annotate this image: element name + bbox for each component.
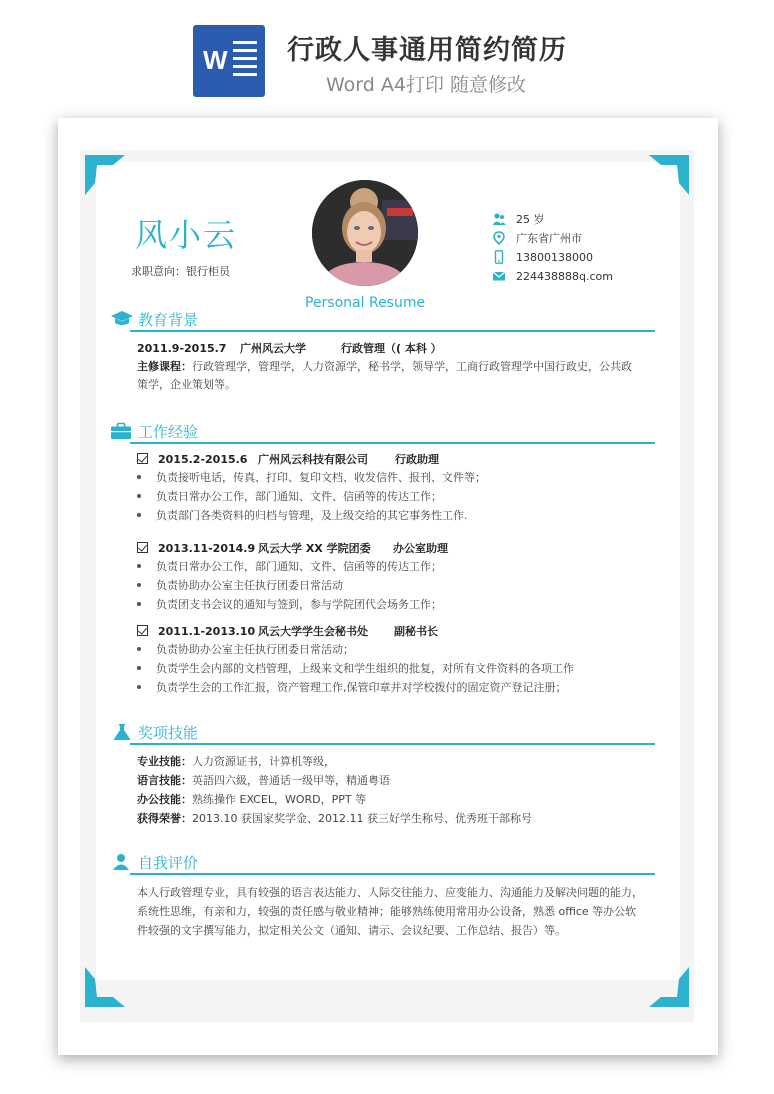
job-duty-text: 负责部门各类资料的归档与管理，及上级交给的其它事务性工作. bbox=[156, 509, 468, 522]
mail-icon bbox=[492, 269, 506, 283]
graduation-cap-icon bbox=[110, 310, 134, 328]
corner-decoration-bottom-left bbox=[85, 967, 125, 1007]
job-company: 广州风云科技有限公司 bbox=[258, 453, 368, 466]
job-role: 行政助理 bbox=[395, 453, 439, 466]
skill-item bbox=[137, 810, 532, 828]
job-period: 2011.1-2013.10 bbox=[158, 625, 256, 638]
job-intent: 求职意向：银行柜员 bbox=[131, 265, 230, 278]
contact-email-text: 224438888q.com bbox=[516, 270, 613, 283]
checkbox-icon bbox=[137, 542, 148, 553]
section-education-title: 教育背景 bbox=[138, 311, 199, 329]
users-icon bbox=[492, 212, 506, 226]
job-duty bbox=[137, 596, 442, 614]
job-duty bbox=[137, 558, 442, 576]
contact-phone bbox=[492, 250, 593, 266]
contact-email bbox=[492, 269, 613, 285]
job-duty bbox=[137, 469, 486, 487]
self-eval-line: 件较强的文字撰写能力，拟定相关公文（通知、请示、会议纪要、工作总结、报告）等。 bbox=[137, 924, 566, 937]
education-school: 广州风云大学 bbox=[240, 342, 306, 355]
job-header bbox=[137, 623, 438, 641]
section-work-title: 工作经验 bbox=[138, 423, 199, 441]
skill-label: 办公技能： bbox=[137, 793, 192, 806]
job-duty-text: 负责日常办公工作，部门通知、文件、信函等的传达工作； bbox=[156, 490, 442, 503]
contact-age bbox=[492, 212, 545, 228]
profile-photo bbox=[312, 180, 418, 286]
job-role: 副秘书长 bbox=[394, 625, 438, 638]
job-duty-text: 负责团支书会议的通知与签到，参与学院团代会场务工作； bbox=[156, 598, 442, 611]
job-duty-text: 负责协助办公室主任执行团委日常活动 bbox=[156, 579, 343, 592]
job-duty-text: 负责学生会的工作汇报，资产管理工作,保管印章并对学校拨付的固定资产登记注册； bbox=[156, 681, 567, 694]
education-courses-text: 行政管理学，管理学，人力资源学，秘书学，领导学，工商行政管理学中国行政史，公共政策学，企业策划等。 bbox=[137, 360, 632, 391]
checkbox-icon bbox=[137, 625, 148, 636]
user-icon bbox=[110, 853, 134, 871]
job-duty bbox=[137, 641, 354, 659]
job-period: 2013.11-2014.9 bbox=[158, 542, 256, 555]
skill-label: 专业技能： bbox=[137, 755, 192, 768]
education-entry bbox=[137, 340, 442, 358]
section-work bbox=[110, 420, 655, 444]
job-duty bbox=[137, 577, 343, 595]
location-pin-icon bbox=[492, 231, 506, 245]
job-header bbox=[137, 451, 439, 469]
job-company: 风云大学学生会秘书处 bbox=[258, 625, 368, 638]
english-title: Personal Resume bbox=[305, 295, 426, 311]
corner-decoration-top-right bbox=[649, 155, 689, 195]
contact-location-text: 广东省广州市 bbox=[516, 232, 582, 245]
flask-icon bbox=[110, 723, 134, 741]
contact-phone-text: 13800138000 bbox=[516, 251, 593, 264]
job-company: 风云大学 XX 学院团委 bbox=[258, 542, 371, 555]
job-duty bbox=[137, 507, 468, 525]
education-major: 行政管理（( 本科 ） bbox=[341, 342, 442, 355]
job-role: 办公室助理 bbox=[393, 542, 448, 555]
self-eval-line: 本人行政管理专业，具有较强的语言表达能力、人际交往能力、应变能力、沟通能力及解决问题的能力， bbox=[137, 886, 643, 899]
skill-item bbox=[137, 791, 366, 809]
section-self-eval bbox=[110, 851, 655, 875]
checkbox-icon bbox=[137, 453, 148, 464]
section-education bbox=[110, 308, 655, 332]
skill-text: 2013.10 获国家奖学金、2012.11 获三好学生称号、优秀班干部称号 bbox=[192, 812, 532, 825]
briefcase-icon bbox=[110, 422, 134, 440]
contact-location bbox=[492, 231, 582, 247]
skill-text: 英語四六級，普通话一级甲等，精通粤语 bbox=[192, 774, 390, 787]
page-header bbox=[0, 0, 774, 110]
job-period: 2015.2-2015.6 bbox=[158, 453, 248, 466]
phone-icon bbox=[492, 250, 506, 264]
section-self-eval-title: 自我评价 bbox=[138, 854, 199, 872]
job-duty-text: 负责日常办公工作，部门通知、文件、信函等的传达工作； bbox=[156, 560, 442, 573]
education-courses bbox=[137, 358, 637, 394]
header-title: 行政人事通用简约简历 bbox=[287, 35, 567, 66]
job-duty-text: 负责协助办公室主任执行团委日常活动； bbox=[156, 643, 354, 656]
section-skills-title: 奖项技能 bbox=[138, 724, 199, 742]
skill-label: 获得荣誉： bbox=[137, 812, 192, 825]
candidate-name: 风小云 bbox=[135, 216, 238, 254]
skill-text: 熟练操作 EXCEL，WORD，PPT 等 bbox=[192, 793, 367, 806]
contact-age-text: 25 岁 bbox=[516, 213, 545, 226]
corner-decoration-bottom-right bbox=[649, 967, 689, 1007]
job-duty-text: 负责接听电话，传真、打印、复印文档、收发信件、报刊、文件等； bbox=[156, 471, 486, 484]
job-duty bbox=[137, 488, 442, 506]
job-header bbox=[137, 540, 448, 558]
word-logo-icon bbox=[193, 25, 265, 97]
education-period: 2011.9-2015.7 bbox=[137, 342, 227, 355]
section-skills bbox=[110, 721, 655, 745]
skill-text: 人力资源证书，计算机等级， bbox=[192, 755, 335, 768]
word-logo-letter: W bbox=[203, 45, 228, 75]
header-subtitle: Word A4打印 随意修改 bbox=[326, 74, 527, 96]
skill-item bbox=[137, 753, 335, 771]
education-courses-label: 主修课程： bbox=[137, 360, 192, 373]
self-eval-line: 系统性思维，有亲和力，较强的责任感与敬业精神；能够熟练使用常用办公设备，熟悉 office 等办公软 bbox=[137, 905, 637, 918]
skill-label: 语言技能： bbox=[137, 774, 192, 787]
skill-item bbox=[137, 772, 390, 790]
corner-decoration-top-left bbox=[85, 155, 125, 195]
job-duty bbox=[137, 660, 574, 678]
job-duty-text: 负责学生会内部的文档管理，上级来文和学生组织的批复，对所有文件资料的各项工作 bbox=[156, 662, 574, 675]
job-duty bbox=[137, 679, 567, 697]
